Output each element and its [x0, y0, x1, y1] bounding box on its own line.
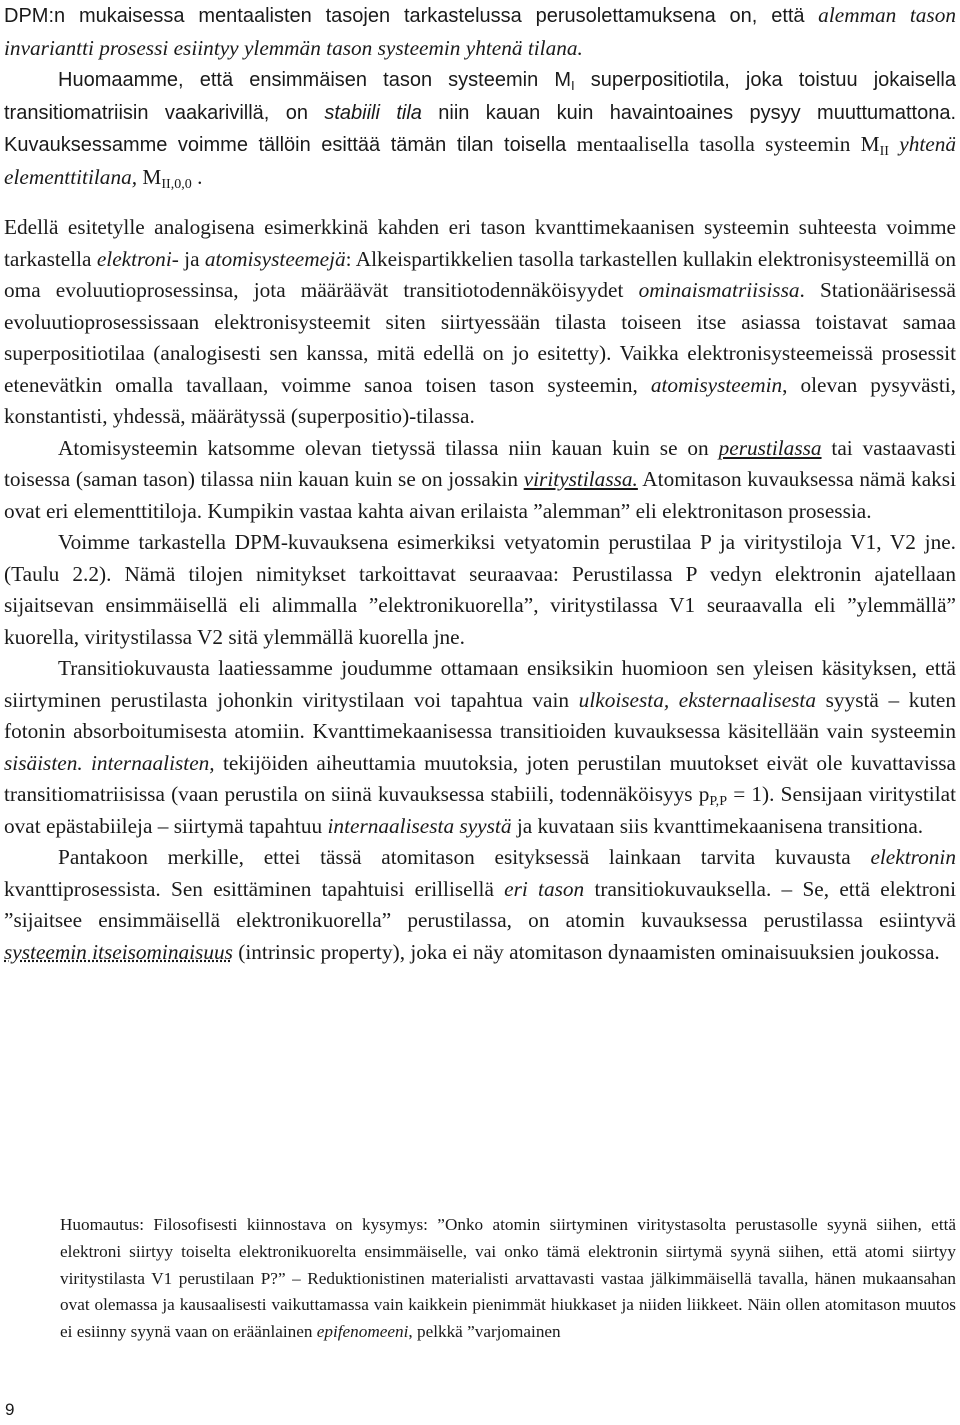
paragraph: Transitiokuvausta laatiessamme joudumme ottamaan ensiksikin huomioon sen yleisen käsityksen, että siirtyminen perustilasta johonkin viritystilaan voi tapahtua vain ulkoisesta, eksternaalisesta syystä – kuten fotonin absorboitumisesta atomiin. Kvanttimekaanisessa transitioiden kuvauksessa käsitellään vain systeemin sisäisten. internaalisten, tekijöiden aiheuttamia muutoksia, joten perustilan muutokset eivät ole kuvattavissa transitiomatriisissa (vaan perustila on siinä kuvauksessa stabiili, todennäköisyys $p_{P,P} = 1$). Sensijaan viritystilat ovat epästabiileja – siirtymä tapahtuu internaalisesta syystä ja kuvataan siis kvanttimekaanisena transitiona.	[4, 656, 957, 838]
paragraph: Voimme tarkastella DPM-kuvauksena esimerkiksi vetyatomin perustilaa P ja viritystiloja V1, V2 jne. (Taulu 2.2). Nämä tilojen nimitykset tarkoittavat seuraavaa: Perustilassa P vedyn elektronin ajatellaan sijaitsevan ensimmäisellä eli alimmalla ”elektronikuorella”, viritystilassa V1 seuraavalla eli ”ylemmällä” kuorella, viritystilassa V2 sitä ylemmällä kuorella jne.	[4, 530, 956, 649]
paragraph: DPM:n mukaisessa mentaalisten tasojen tarkastelussa perusolettamuksena on, että alemman tason invariantti prosessi esiintyy ylemmän tason systeemin yhtenä tilana.	[4, 3, 956, 60]
paragraph: Pantakoon merkille, ettei tässä atomitason esityksessä lainkaan tarvita kuvausta elektronin kvanttiprosessista. Sen esittäminen tapahtuisi erillisellä eri tason transitiokuvauksella. – Se, että elektroni ”sijaitsee ensimmäisellä elektronikuorella” perustilassa, on atomin kuvauksessa perustilassa esiintyvä systeemin itseisominaisuus (intrinsic property), joka ei näy atomitason dynaamisten ominaisuuksien joukossa.	[4, 845, 956, 964]
main-text	[4, 0, 956, 968]
paragraph: Atomisysteemin katsomme olevan tietyssä tilassa niin kauan kuin se on perustilassa tai vastaavasti toisessa (saman tason) tilassa niin kauan kuin se on jossakin viritystilassa. Atomitason kuvauksessa nämä kaksi ovat eri elementtitiloja. Kumpikin vastaa kahta aivan erilaista ”alemman” eli elektronitason prosessia.	[4, 435, 957, 523]
paragraph: Edellä esitetylle analogisena esimerkkinä kahden eri tason kvanttimekaanisen systeemin suhteesta voimme tarkastella elektroni- ja atomisysteemejä: Alkeispartikkelien tasolla tarkastellen kullakin elektronisysteemillä on oma evoluutioprosessinsa, jota määräävät transitiotodennäköisyydet ominaismatriisissa. Stationäärisessä evoluutioprosessissaan elektronisysteemit siten siirtyessään tilasta toiseen itse asiassa toistavat samaa superpositiotilaa (analogisesti sen kanssa, mitä edellä on jo esitetty). Vaikka elektronisysteemeissä prosessit etenevätkin omalla tavallaan, voimme sanoa toisen tason systeemin, atomisysteemin, olevan pysyvästi, konstantisti, yhdessä, määrätyssä (superpositio)-tilassa.	[4, 215, 956, 428]
footnote-remark: Huomautus: Filosofisesti kiinnostava on kysymys: ”Onko atomin siirtyminen viritystasolta perustasolle syynä siihen, että elektroni siirtyy toiselta elektronikuorelta ensimmäiselle, vai onko tämä elektronin siirtymä syynä siihen, että atomi siirtyy viritystilasta V1 perustilaan P?” – Reduktionistinen materialisti arvattavasti vastaa jälkimmäisellä tavalla, hänen mukaansahan ovat olemassa ja kausaalisesti vaikuttamassa vain kaikkein pienimmät hiukkaset ja niiden liikkeet. Näin ollen atomitason muutos ei esiinny syynä vaan on eräänlainen epifenomeeni, pelkkä ”varjomainen	[60, 1215, 956, 1342]
paragraph: Huomaamme, että ensimmäisen tason systeemin $M_I$ superpositiotila, joka toistuu jokaisella transitiomatriisin vaakarivillä, on stabiili tila niin kauan kuin havaintoaines pysyy muuttumattona. Kuvauksessamme voimme tällöin esittää tämän tilan toisella mentaalisella tasolla systeemin $M_{II}$ yhtenä elementtitilana, $M_{II,0,0}$ .	[4, 69, 957, 192]
page-number: 9	[5, 1400, 15, 1419]
